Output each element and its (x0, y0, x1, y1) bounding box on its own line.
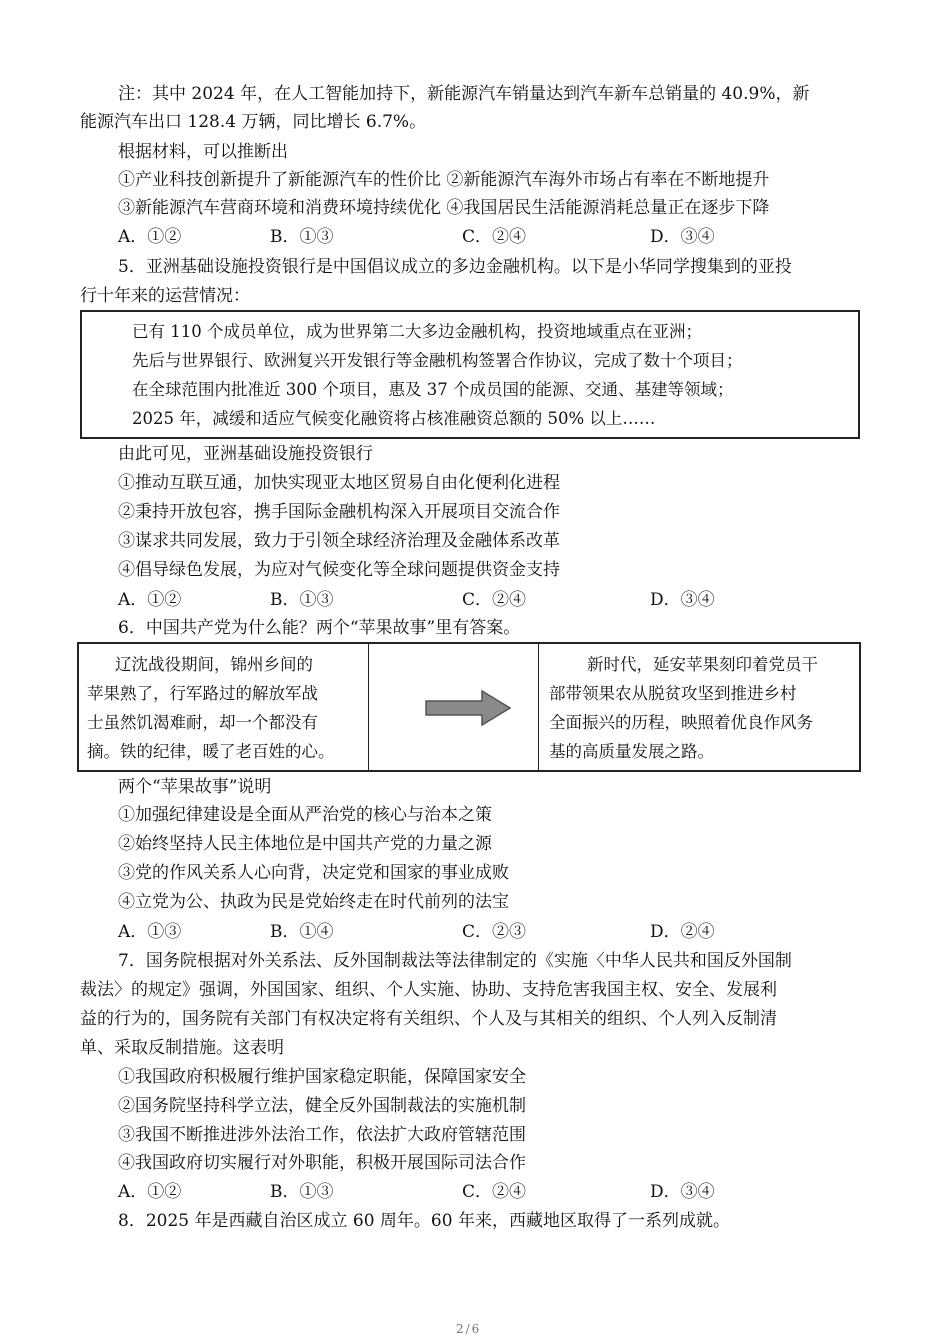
q6-left-line-1: 辽沈战役期间，锦州乡间的 (115, 655, 313, 674)
q6-options (118, 920, 858, 944)
q4-options (118, 225, 858, 249)
q6-left-line-2: 苹果熟了，行军路过的解放军战 (87, 684, 318, 703)
q6-item-1: ①加强纪律建设是全面从严治党的核心与治本之策 (118, 805, 492, 825)
q6-right-line-4: 基的高质量发展之路。 (549, 742, 714, 761)
q5-box-line-3: 在全球范围内批准近 300 个项目，惠及 37 个成员国的能源、交通、基建等领域； (132, 380, 734, 399)
q4-item-row-1: ①产业科技创新提升了新能源汽车的性价比 ②新能源汽车海外市场占有率在不断地提升 (118, 170, 770, 190)
note-line-1: 注：其中 2024 年，在人工智能加持下，新能源汽车销量达到汽车新车总销量的 40.9%，新 (118, 84, 810, 104)
q6-stem: 6．中国共产党为什么能？两个“苹果故事”里有答案。 (118, 618, 521, 638)
q7-item-2: ②国务院坚持科学立法，健全反外国制裁法的实施机制 (118, 1096, 526, 1116)
q7-item-3: ③我国不断推进涉外法治工作，依法扩大政府管辖范围 (118, 1125, 526, 1145)
q5-box-line-4: 2025 年，减缓和适应气候变化融资将占核准融资总额的 50% 以上…… (132, 409, 656, 428)
q5-options (118, 588, 858, 612)
q6-right-line-2: 部带领果农从脱贫攻坚到推进乡村 (549, 684, 797, 703)
q5-option-a[interactable]: A．①② (118, 590, 182, 610)
q4-item-row-2: ③新能源汽车营商环境和消费环境持续优化 ④我国居民生活能源消耗总量正在逐步下降 (118, 198, 770, 218)
q6-option-a[interactable]: A．①③ (118, 922, 182, 942)
q6-left-line-3: 士虽然饥渴难耐，却一个都没有 (87, 713, 318, 732)
note-line-2: 能源汽车出口 128.4 万辆，同比增长 6.7%。 (80, 112, 427, 132)
right-arrow-icon (424, 688, 514, 728)
q6-right-line-3: 全面振兴的历程，映照着优良作风务 (549, 713, 813, 732)
q6-left-line-4: 摘。铁的纪律，暖了老百姓的心。 (87, 742, 335, 761)
q5-item-3: ③谋求共同发展，致力于引领全球经济治理及金融体系改革 (118, 531, 560, 551)
q5-stem-line-1: 5．亚洲基础设施投资银行是中国倡议成立的多边金融机构。以下是小华同学搜集到的亚投 (118, 257, 792, 277)
q6-option-c[interactable]: C．②③ (462, 922, 527, 942)
q6-item-2: ②始终坚持人民主体地位是中国共产党的力量之源 (118, 834, 492, 854)
q6-right-line-1: 新时代，延安苹果刻印着党员干 (587, 655, 818, 674)
q6-story-liaoshen (79, 644, 369, 770)
q6-story-yanan (539, 644, 859, 770)
q7-item-1: ①我国政府积极履行维护国家稳定职能，保障国家安全 (118, 1067, 526, 1087)
q7-stem-line-3: 益的行为的，国务院有关部门有权决定将有关组织、个人及与其相关的组织、个人列入反制清 (80, 1009, 777, 1029)
q6-arrow-cell (369, 644, 539, 770)
q5-option-c[interactable]: C．②④ (462, 590, 527, 610)
q7-stem-line-1: 7．国务院根据对外关系法、反外国制裁法等法律制定的《实施〈中华人民共和国反外国制 (118, 951, 792, 971)
q7-stem-line-4: 单、采取反制措施。这表明 (80, 1038, 284, 1058)
q7-option-a[interactable]: A．①② (118, 1182, 182, 1202)
q7-option-b[interactable]: B．①③ (270, 1182, 334, 1202)
q5-option-d[interactable]: D．③④ (650, 590, 715, 610)
q7-options (118, 1180, 858, 1204)
q4-option-a[interactable]: A．①② (118, 227, 182, 247)
q6-item-3: ③党的作风关系人心向背，决定党和国家的事业成败 (118, 863, 509, 883)
q6-lead: 两个“苹果故事”说明 (118, 777, 272, 797)
q5-lead: 由此可见，亚洲基础设施投资银行 (118, 444, 373, 464)
q8-stem: 8．2025 年是西藏自治区成立 60 周年。60 年来，西藏地区取得了一系列成就。 (118, 1211, 730, 1231)
q5-box-line-1: 已有 110 个成员单位，成为世界第二大多边金融机构，投资地域重点在亚洲； (132, 322, 702, 341)
q7-option-c[interactable]: C．②④ (462, 1182, 527, 1202)
q4-option-c[interactable]: C．②④ (462, 227, 527, 247)
q5-item-4: ④倡导绿色发展，为应对气候变化等全球问题提供资金支持 (118, 560, 560, 580)
q5-material-box (80, 310, 860, 439)
q7-option-d[interactable]: D．③④ (650, 1182, 715, 1202)
q4-option-b[interactable]: B．①③ (270, 227, 334, 247)
q5-item-2: ②秉持开放包容，携手国际金融机构深入开展项目交流合作 (118, 502, 560, 522)
page-number: 2/6 (456, 1322, 482, 1336)
q4-stem: 根据材料，可以推断出 (118, 142, 288, 162)
q6-item-4: ④立党为公、执政为民是党始终走在时代前列的法宝 (118, 892, 509, 912)
q5-box-line-2: 先后与世界银行、欧洲复兴开发银行等金融机构签署合作协议，完成了数十个项目； (132, 351, 743, 370)
q7-item-4: ④我国政府切实履行对外职能，积极开展国际司法合作 (118, 1153, 526, 1173)
q7-stem-line-2: 裁法〉的规定》强调，外国国家、组织、个人实施、协助、支持危害我国主权、安全、发展利 (80, 980, 777, 1000)
q5-stem-line-2: 行十年来的运营情况： (80, 286, 250, 306)
q5-option-b[interactable]: B．①③ (270, 590, 334, 610)
q6-option-d[interactable]: D．②④ (650, 922, 715, 942)
q6-apple-stories-table (77, 642, 861, 772)
q4-option-d[interactable]: D．③④ (650, 227, 715, 247)
q6-option-b[interactable]: B．①④ (270, 922, 334, 942)
q5-item-1: ①推动互联互通，加快实现亚太地区贸易自由化便利化进程 (118, 473, 560, 493)
